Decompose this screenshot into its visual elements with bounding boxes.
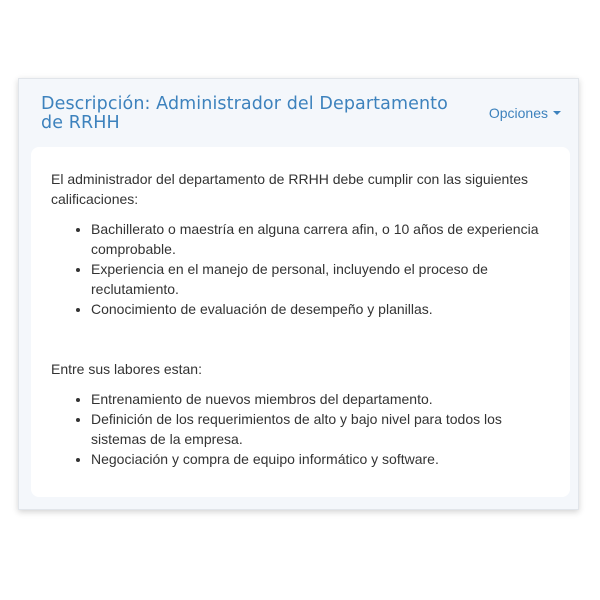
list-item: • Conocimiento de evaluación de desempeño y planillas. xyxy=(91,299,550,319)
list-item: • Entrenamiento de nuevos miembros del departamento. xyxy=(91,389,550,409)
options-label: Opciones xyxy=(488,105,548,121)
description-body xyxy=(31,147,570,497)
caret-down-icon xyxy=(553,111,561,115)
list-item: • Bachillerato o maestría en alguna carrera afin, o 10 años de experiencia comprobable. xyxy=(91,219,550,259)
card-header xyxy=(41,93,561,137)
options-dropdown-button[interactable] xyxy=(489,105,561,121)
list-item: • Experiencia en el manejo de personal, incluyendo el proceso de reclutamiento. xyxy=(91,259,550,299)
qualifications-intro: El administrador del departamento de RRHH debe cumplir con las siguientes calificaciones: xyxy=(51,171,529,207)
list-item: • Negociación y compra de equipo informático y software. xyxy=(91,449,550,469)
list-item: • Definición de los requerimientos de alto y bajo nivel para todos los sistemas de la empresa. xyxy=(91,409,550,449)
duties-list xyxy=(51,389,550,469)
qualifications-list xyxy=(51,219,550,319)
card-title: Descripción: Administrador del Departamento de RRHH xyxy=(41,94,448,133)
job-description-card xyxy=(18,78,579,510)
duties-intro: Entre sus labores estan: xyxy=(51,361,202,377)
